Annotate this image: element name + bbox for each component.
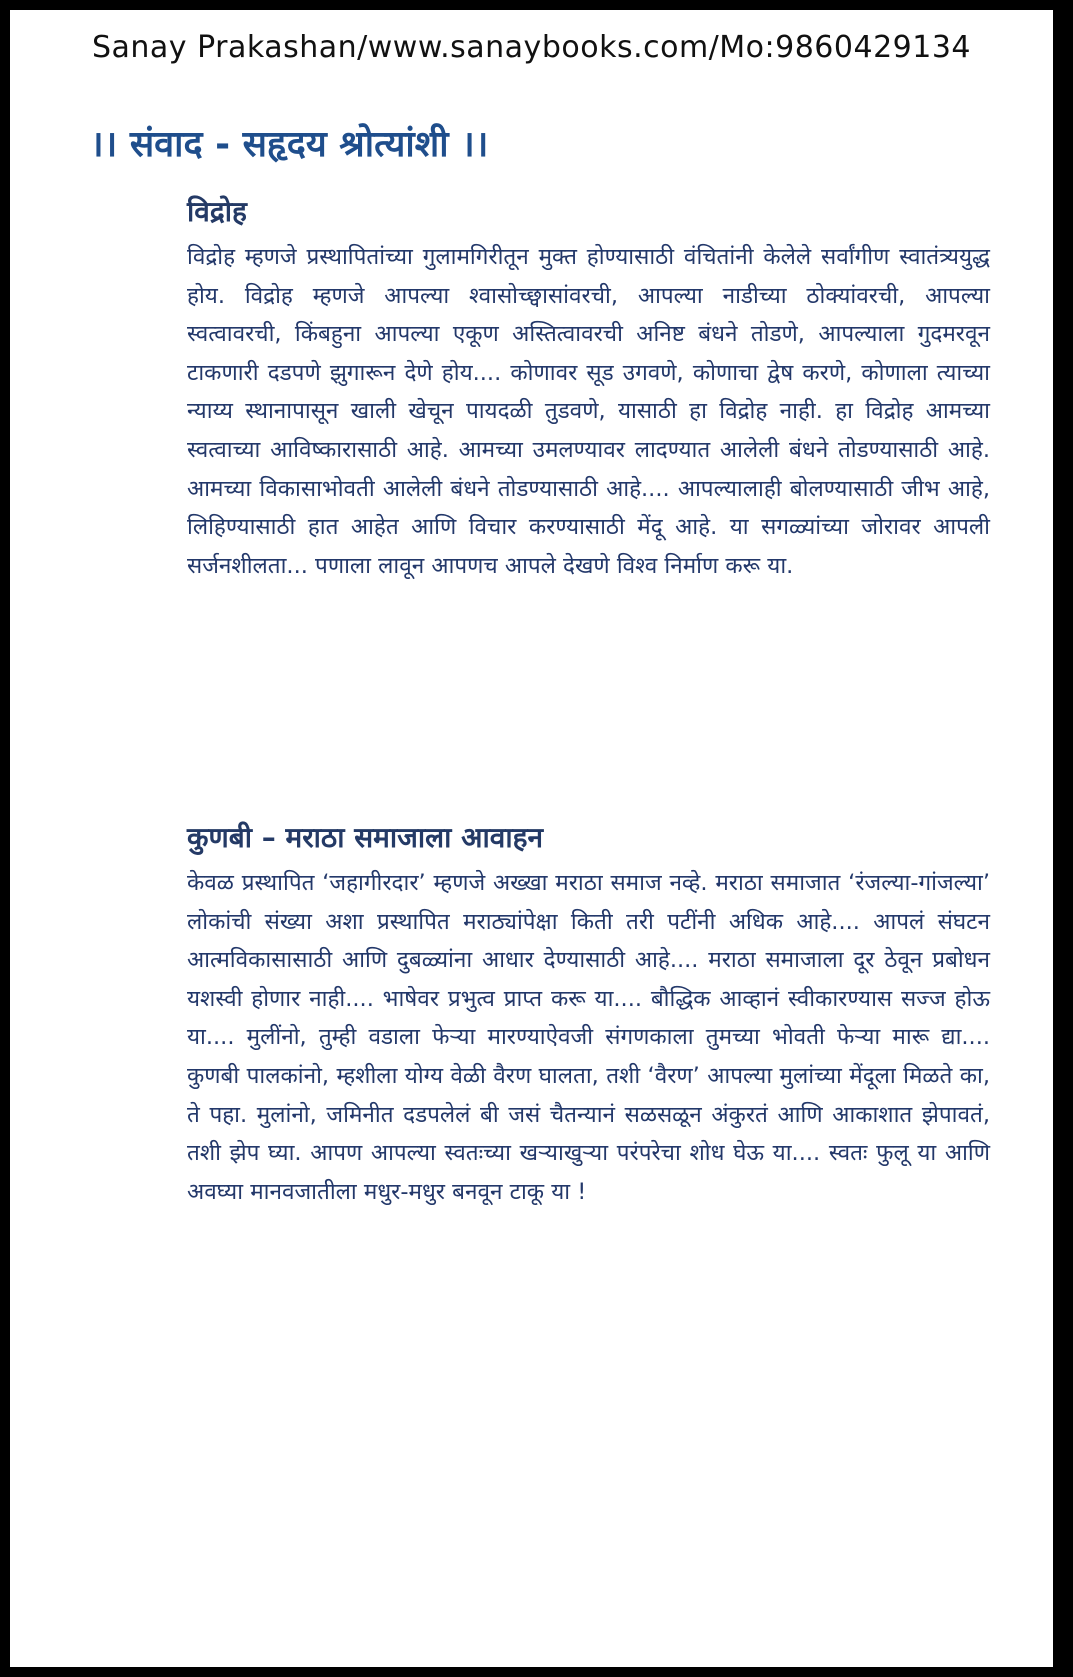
section-body-vidroh: विद्रोह म्हणजे प्रस्थापितांच्या गुलामगिरीतून मुक्त होण्यासाठी वंचितांनी केलेले सर्वांगीण स्वातंत्र्ययुद्ध होय. विद्रोह म्हणजे आपल्या श्वासोच्छ्वासांवरची, आपल्या नाडीच्या ठोक्यांवरची, आपल्या स्वत्वावरची, किंबहुना आपल्या एकूण अस्तित्वावरची अनिष्ट बंधने तोडणे, आपल्याला गुदमरवून टाकणारी दडपणे झुगारून देणे होय.... कोणावर सूड उगवणे, कोणाचा द्वेष करणे, कोणाला त्याच्या न्याय्य स्थानापासून खाली खेचून पायदळी तुडवणे, यासाठी हा विद्रोह नाही. हा विद्रोह आमच्या स्वत्वाच्या आविष्कारासाठी आहे. आमच्या उमलण्यावर लादण्यात आलेली बंधने तोडण्यासाठी आहे. आमच्या विकासाभोवती आलेली बंधने तोडण्यासाठी आहे.... आपल्यालाही बोलण्यासाठी जीभ आहे, लिहिण्यासाठी हात आहेत आणि विचार करण्यासाठी मेंदू आहे. या सगळ्यांच्या जोरावर आपली सर्जनशीलता... पणाला लावून आपणच आपले देखणे विश्व निर्माण करू या. [187,244,990,579]
book-page [10,10,1053,1667]
section-body-kunbi-maratha: केवळ प्रस्थापित ‘जहागीरदार’ म्हणजे अख्खा मराठा समाज नव्हे. मराठा समाजात ‘रंजल्या-गांजल्या’ लोकांची संख्या अशा प्रस्थापित मराठ्यांपेक्षा किती तरी पटींनी अधिक आहे.... आपलं संघटन आत्मविकासासाठी आणि दुबळ्यांना आधार देण्यासाठी आहे.... मराठा समाजाला दूर ठेवून प्रबोधन यशस्वी होणार नाही.... भाषेवर प्रभुत्व प्राप्त करू या.... बौद्धिक आव्हानं स्वीकारण्यास सज्ज होऊ या.... मुलींनो, तुम्ही वडाला फेऱ्या मारण्याऐवजी संगणकाला तुमच्या भोवती फेऱ्या मारू द्या.... कुणबी पालकांनो, म्हशीला योग्य वेळी वैरण घालता, तशी ‘वैरण’ आपल्या मुलांच्या मेंदूला मिळते का, ते पहा. मुलांनो, जमिनीत दडपलेलं बी जसं चैतन्यानं सळसळून अंकुरतं आणि आकाशात झेपावतं, तशी झेप घ्या. आपण आपल्या स्वतःच्या खऱ्याखुऱ्या परंपरेचा शोध घेऊ या.... स्वतः फुलू या आणि अवघ्या मानवजातीला मधुर-मधुर बनवून टाकू या ! [187,870,990,1205]
section-heading-vidroh: विद्रोह [187,195,247,228]
publisher-header: Sanay Prakashan/www.sanaybooks.com/Mo:9860429134 [91,30,971,65]
page-title: ।। संवाद - सहृदय श्रोत्यांशी ।। [90,124,489,165]
section-heading-kunbi-maratha: कुणबी – मराठा समाजाला आवाहन [187,821,543,854]
